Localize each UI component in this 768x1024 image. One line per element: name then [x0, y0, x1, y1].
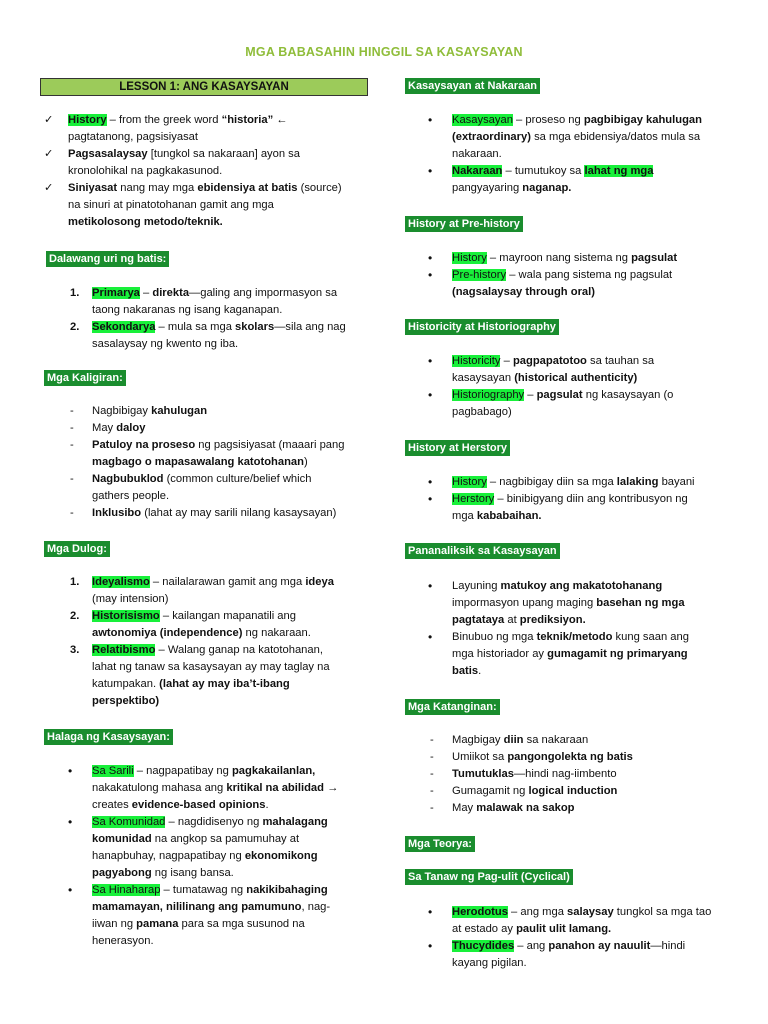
- list-item: ✓ Siniyasat nang may mga ebidensiya at batis (source) na sinuri at pinatotohanan gamit ang mga metikolosong metodo/teknik.: [44, 182, 342, 228]
- list-item: 1. Ideyalismo – nailalarawan gamit ang mga ideya (may intension): [70, 576, 334, 605]
- list-item: - Umiikot sa pangongolekta ng batis: [430, 751, 633, 763]
- prehistory-list: [400, 250, 740, 301]
- list-item: • Kasaysayan – proseso ng pagbibigay kahulugan (extraordinary) sa mga ebidensiya/datos mula sa nakaraan.: [428, 113, 702, 160]
- section-header: Mga Dulog:: [44, 541, 110, 557]
- intro-list: [40, 112, 370, 231]
- section-header: Dalawang uri ng batis:: [46, 251, 169, 267]
- dulog-list: [40, 574, 370, 710]
- list-item: • History – mayroon nang sistema ng pagsulat: [428, 251, 678, 265]
- list-item: 3. Relatibismo – Walang ganap na katotohanan, lahat ng tanaw sa kasaysayan ay may taglay na katumpakan. (lahat ay may iba’t-ibang perspektibo): [70, 644, 330, 707]
- herstory-list: [400, 474, 740, 525]
- page-title: MGA BABASAHIN HINGGIL SA KASAYSAYAN: [245, 45, 523, 59]
- list-item: • Sa Sarili – nagpapatibay ng pagkakailanlan, nakakatulong mahasa ang kritikal na abilidad → creates evidence-based opinions.: [68, 764, 339, 811]
- list-item: 2. Historisismo – kailangan mapanatili ang awtonomiya (independence) ng nakaraan.: [70, 610, 311, 639]
- list-item: - May malawak na sakop: [430, 802, 575, 814]
- list-item: - Patuloy na proseso ng pagsisiyasat (maaari pang magbago o mapasawalang katotohanan): [70, 439, 345, 468]
- list-item: - Inklusibo (lahat ay may sarili nilang kasaysayan): [70, 507, 337, 519]
- halaga-list: [40, 763, 370, 950]
- section-header: History at Pre-history: [405, 216, 523, 232]
- section-header: Mga Teorya:: [405, 836, 475, 852]
- check-icon: ✓: [44, 114, 54, 126]
- section-header: Kasaysayan at Nakaraan: [405, 78, 540, 94]
- list-item: • Sa Hinaharap – tumatawag ng nakikibahaging mamamayan, nililinang ang pamumuno, nag- iiwan ng pamana para sa mga susunod na henerasyon.: [68, 883, 331, 947]
- list-item: - Magbigay diin sa nakaraan: [430, 734, 589, 746]
- list-item: • Layuning matukoy ang makatotohanang impormasyon upang maging basehan ng mga pagtataya at prediksiyon.: [428, 579, 685, 626]
- check-icon: ✓: [44, 182, 54, 194]
- list-item: - Gumagamit ng logical induction: [430, 785, 618, 797]
- check-icon: ✓: [44, 148, 54, 160]
- lesson-heading: LESSON 1: ANG KASAYSAYAN: [40, 78, 368, 96]
- list-item: • Herodotus – ang mga salaysay tungkol sa mga tao at estado ay paulit ulit lamang.: [428, 905, 712, 935]
- section-header: History at Herstory: [405, 440, 510, 456]
- section-header: Pananaliksik sa Kasaysayan: [405, 543, 560, 559]
- list-item: • Binubuo ng mga teknik/metodo kung saan ang mga historiador ay gumagamit ng primaryang batis.: [428, 630, 689, 677]
- list-item: 1. Primarya – direkta—galing ang impormasyon sa taong nakaranas ng isang kaganapan.: [70, 287, 338, 316]
- historicity-list: [400, 353, 740, 421]
- list-item: • Pre-history – wala pang sistema ng pagsulat (nagsalaysay through oral): [428, 268, 673, 298]
- section-header: Halaga ng Kasaysayan:: [44, 729, 173, 745]
- pananaliksik-list: [400, 578, 740, 680]
- list-item: ✓ History – from the greek word “historia” ← pagtatanong, pagsisiyasat: [44, 114, 288, 143]
- list-item: - May daloy: [70, 422, 146, 434]
- section-header: Sa Tanaw ng Pag-ulit (Cyclical): [405, 869, 573, 885]
- section-header: Historicity at Historiography: [405, 319, 559, 335]
- list-item: - Nagbibigay kahulugan: [70, 405, 208, 417]
- katanginan-list: [400, 732, 740, 817]
- list-item: - Nagbubuklod (common culture/belief which gathers people.: [70, 473, 312, 502]
- kasaysayan-nakaraan-list: [400, 112, 740, 197]
- section-header: Mga Katanginan:: [405, 699, 500, 715]
- list-item: ✓ Pagsasalaysay [tungkol sa nakaraan] ayon sa kronolohikal na pagkakasunod.: [44, 148, 301, 177]
- cyclical-list: [400, 904, 740, 972]
- list-item: • Sa Komunidad – nagdidisenyo ng mahalagang komunidad na angkop sa pamumuhay at hanapbuhay, nagpapatibay ng ekonomikong pagyabong ng isang bansa.: [68, 815, 328, 879]
- list-item: • Herstory – binibigyang diin ang kontribusyon ng mga kababaihan.: [428, 492, 688, 522]
- list-item: 2. Sekondarya – mula sa mga skolars—sila ang nag sasalaysay ng kwento ng iba.: [70, 321, 346, 350]
- list-item: • Historiography – pagsulat ng kasaysayan (o pagbabago): [428, 388, 674, 418]
- section-header: Mga Kaligiran:: [44, 370, 126, 386]
- list-item: • Thucydides – ang panahon ay nauulit—hindi kayang pigilan.: [428, 939, 686, 969]
- list-item: - Tumutuklas—hindi nag-iimbento: [430, 768, 617, 780]
- list-item: • History – nagbibigay diin sa mga lalaking bayani: [428, 475, 695, 489]
- list-item: • Nakaraan – tumutukoy sa lahat ng mga pangyayaring naganap.: [428, 164, 654, 194]
- kaligiran-list: [40, 403, 370, 522]
- batis-list: [40, 285, 370, 353]
- list-item: • Historicity – pagpapatotoo sa tauhan sa kasaysayan (historical authenticity): [428, 354, 655, 384]
